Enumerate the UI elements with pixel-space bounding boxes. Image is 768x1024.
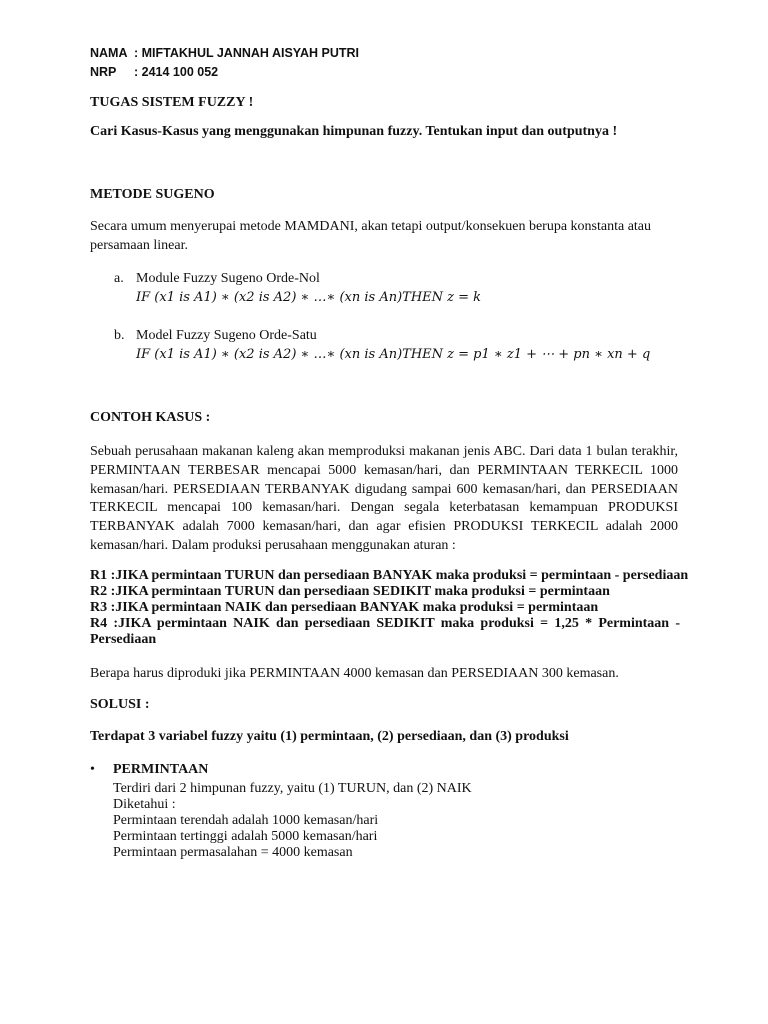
solusi-heading: SOLUSI : [90, 697, 150, 712]
item-b-marker: b. [114, 328, 125, 343]
sugeno-intro-line2: persamaan linear. [90, 238, 188, 253]
item-a-title: Module Fuzzy Sugeno Orde-Nol [136, 271, 320, 286]
name-value: : MIFTAKHUL JANNAH AISYAH PUTRI [134, 46, 360, 60]
case-paragraph-line: TERKECIL mencapai 100 kemasan/hari. Dengan segala keterbatasan kemampuan PRODUKSI [90, 500, 678, 516]
sugeno-intro-line1: Secara umum menyerupai metode MAMDANI, akan tetapi output/konsekuen berupa konstanta atau [90, 219, 652, 234]
assignment-title: TUGAS SISTEM FUZZY ! [90, 95, 254, 110]
case-paragraph-line: kemasan/hari. PERSEDIAAN TERBANYAK digudang sampai 600 kemasan/hari, dan PERSEDIAAN [90, 481, 678, 497]
bullet-icon: • [90, 762, 95, 777]
rule-item: R3 :JIKA permintaan NAIK dan persediaan BANYAK maka produksi = permintaan [90, 600, 599, 615]
nrp-label: NRP [90, 65, 117, 79]
item-b-formula: IF (x1 is A1) ∗ (x2 is A2) ∗ …∗ (xn is An)THEN z = p1 ∗ z1 + ⋯ + pn ∗ xn + q [136, 347, 651, 362]
item-b-title: Model Fuzzy Sugeno Orde-Satu [136, 328, 317, 343]
bullet-detail-line: Diketahui : [113, 797, 176, 812]
case-paragraph [90, 443, 678, 556]
item-a-formula: IF (x1 is A1) ∗ (x2 is A2) ∗ …∗ (xn is An)THEN z = k [136, 290, 482, 305]
case-paragraph-line: Sebuah perusahaan makanan kaleng akan memproduksi makanan jenis ABC. Dari data 1 bulan terakhir, [90, 444, 678, 459]
bullet-detail-line: Permintaan permasalahan = 4000 kemasan [113, 845, 353, 860]
rules-list [90, 568, 689, 648]
bullet-title: PERMINTAAN [113, 762, 209, 777]
rule-item: R4 :JIKA permintaan NAIK dan persediaan SEDIKIT maka produksi = 1,25 * Permintaan - [90, 616, 680, 631]
contoh-heading: CONTOH KASUS : [90, 410, 211, 425]
bullet-detail-line: Terdiri dari 2 himpunan fuzzy, yaitu (1) TURUN, dan (2) NAIK [113, 781, 472, 796]
sugeno-heading: METODE SUGENO [90, 187, 215, 202]
bullet-detail-line: Permintaan terendah adalah 1000 kemasan/hari [113, 813, 379, 828]
bullet-detail-line: Permintaan tertinggi adalah 5000 kemasan/hari [113, 829, 378, 844]
case-question: Berapa harus diproduki jika PERMINTAAN 4000 kemasan dan PERSEDIAAN 300 kemasan. [90, 666, 619, 681]
case-paragraph-line: TERBANYAK adalah 7000 kemasan/hari, dan agar efisien PRODUKSI TERKECIL adalah 2000 [90, 519, 678, 535]
rule-item: R1 :JIKA permintaan TURUN dan persediaan BANYAK maka produksi = permintaan - persediaan [90, 568, 689, 583]
rule-item: R2 :JIKA permintaan TURUN dan persediaan SEDIKIT maka produksi = permintaan [90, 584, 610, 599]
name-label: NAMA [90, 46, 128, 60]
case-paragraph-line: kemasan/hari. Dalam produksi perusahaan menggunakan aturan : [90, 537, 456, 553]
nrp-value: : 2414 100 052 [134, 65, 219, 79]
solusi-statement: Terdapat 3 variabel fuzzy yaitu (1) permintaan, (2) persediaan, dan (3) produksi [90, 729, 569, 744]
assignment-instruction: Cari Kasus-Kasus yang menggunakan himpunan fuzzy. Tentukan input dan outputnya ! [90, 124, 618, 139]
rule-item: Persediaan [90, 632, 157, 647]
item-a-marker: a. [114, 271, 124, 286]
bullet-details [113, 781, 472, 861]
case-paragraph-line: PERMINTAAN TERBESAR mencapai 5000 kemasan/hari, dan PERMINTAAN TERKECIL 1000 [90, 462, 678, 478]
